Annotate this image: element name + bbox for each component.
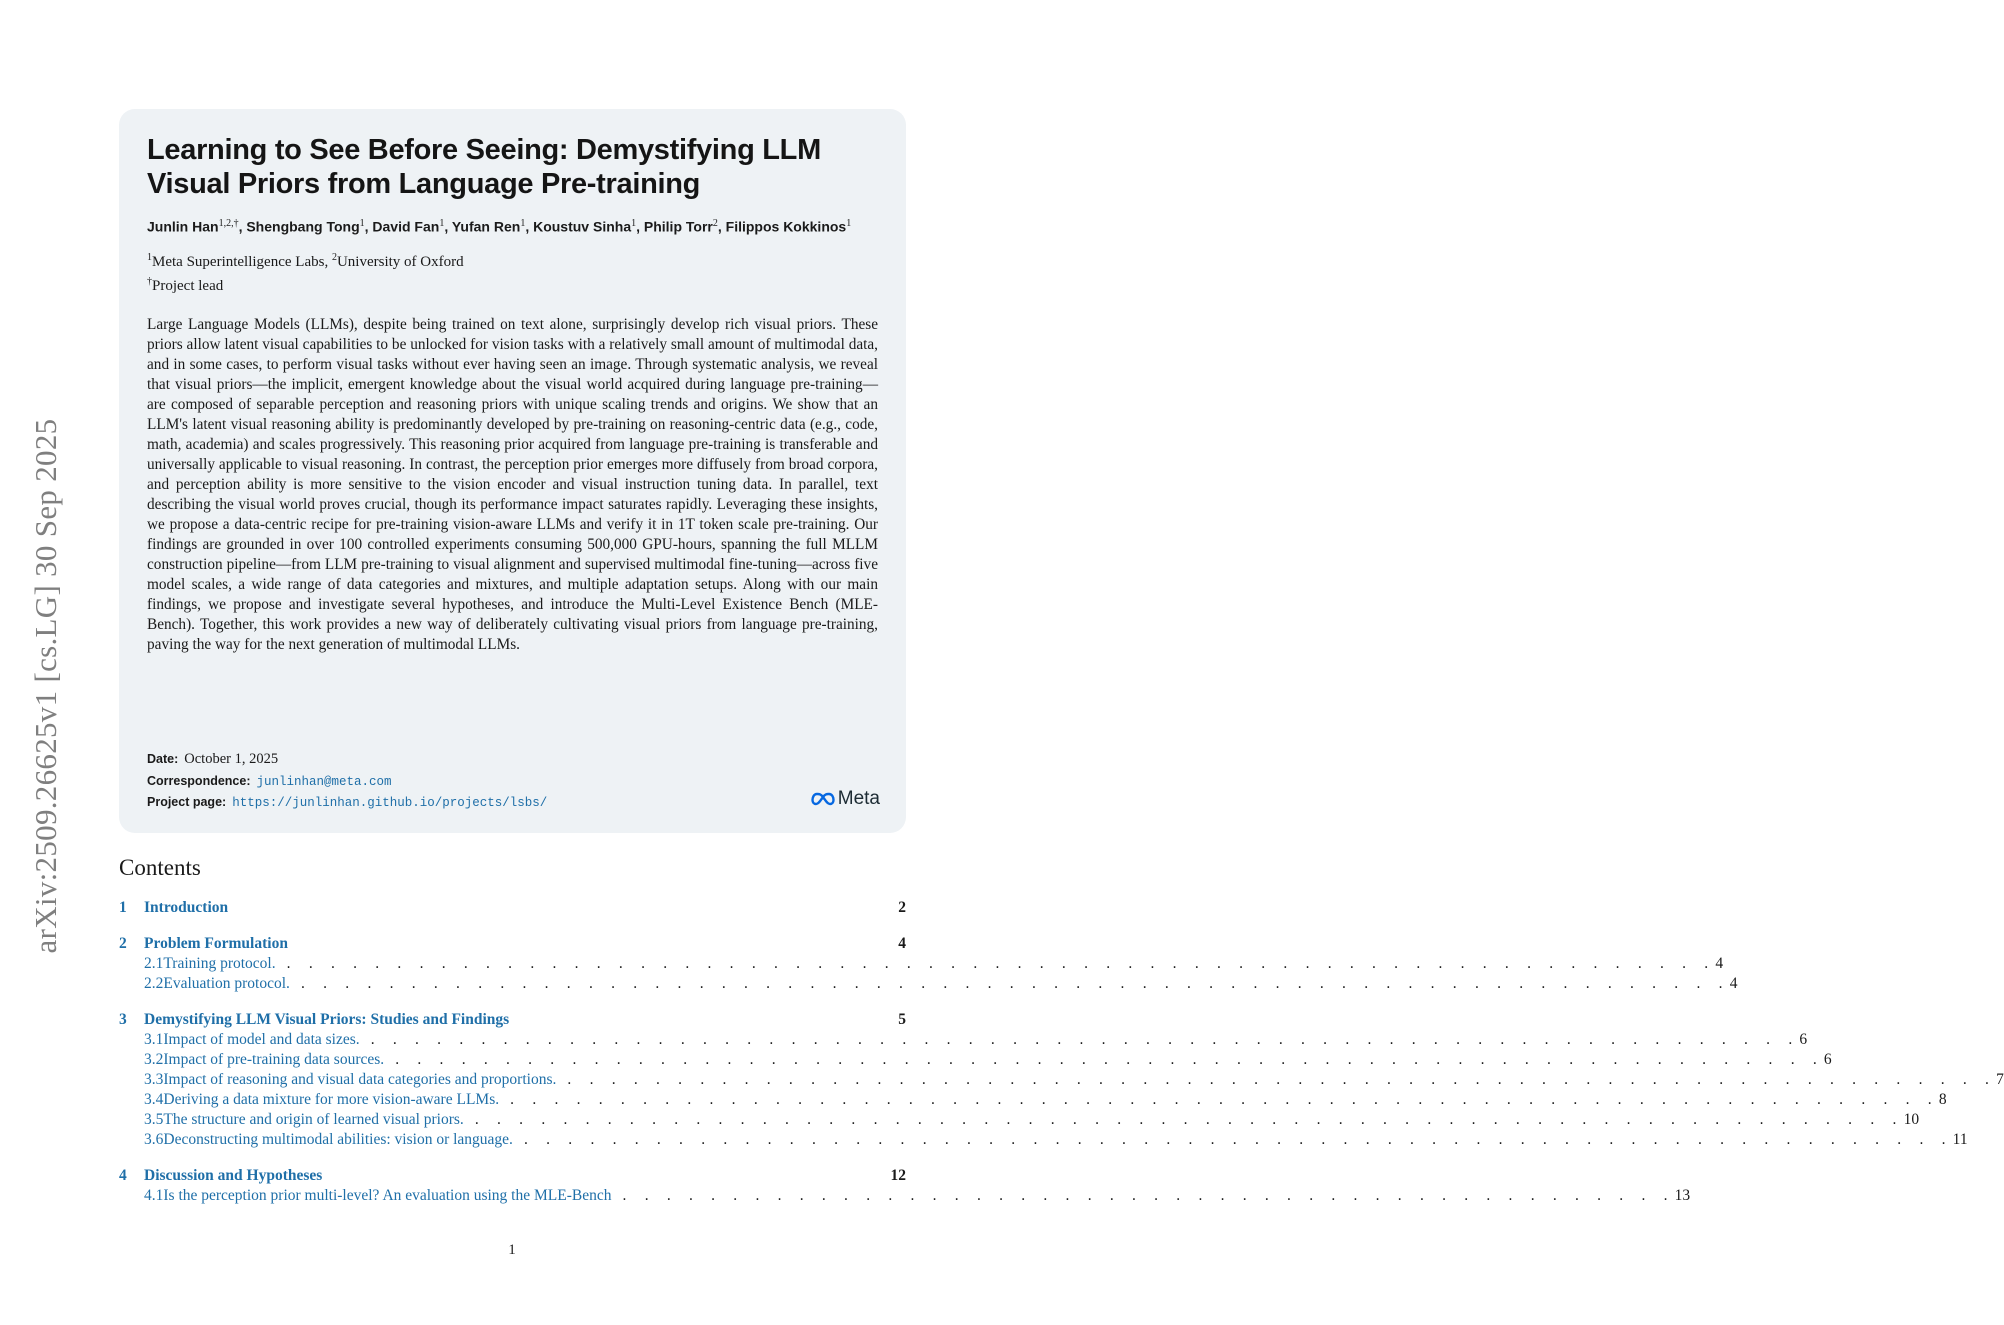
author-list: Junlin Han$^{1,2,\dagger}$, Shengbang Tong$^1$, David Fan$^1$, Yufan Ren$^1$, Koustuv Sinha$^1$, Philip Torr$^2$, Filippos Kokkinos$^1$ <box>147 218 852 235</box>
toc-subsection[interactable]: 2.2 Evaluation protocol. . . . . . . . . . . . . . . . . . . . . . . . . . . . . . . . . . . . . . . . . . . . . . . . . . . . . . . . . . . . . . . . . . 4 <box>144 975 1738 992</box>
author: Philip Torr <box>643 218 713 235</box>
author: David Fan <box>372 218 440 235</box>
author: Shengbang Tong <box>246 218 360 235</box>
page-number: 1 <box>508 1242 516 1258</box>
toc-section-4[interactable]: 4 Discussion and Hypotheses 12 <box>119 1167 906 1184</box>
abstract: Large Language Models (LLMs), despite being trained on text alone, surprisingly develop rich visual priors. These priors allow latent visual capabilities to be unlocked for vision tasks with a relatively small amount of multimodal data, and in some cases, to perform visual tasks without ever having seen an image. Through systematic analysis, we reveal that visual priors—the implicit, emergent knowledge about the visual world acquired during language pre-training—are composed of separable perception and reasoning priors with unique scaling trends and origins. We show that an LLM's latent visual reasoning ability is predominantly developed by pre-training on reasoning-centric data (e.g., code, math, academia) and scales progressively. This reasoning prior acquired from language pre-training is transferable and universally applicable to visual reasoning. In contrast, the perception prior emerges more diffusely from broad corpora, and perception ability is more sensitive to the vision encoder and visual instruction tuning data. In parallel, text describing the visual world proves crucial, though its performance impact saturates rapidly. Leveraging these insights, we propose a data-centric recipe for pre-training vision-aware LLMs and verify it in 1T token scale pre-training. Our findings are grounded in over 100 controlled experiments consuming 500,000 GPU-hours, spanning the full MLLM construction pipeline—from LLM pre-training to visual alignment and supervised multimodal fine-tuning—across five model scales, a wide range of data categories and mixtures, and multiple adaptation setups. Along with our main findings, we propose and investigate several hypotheses, and introduce the Multi-Level Existence Bench (MLE-Bench). Together, this work provides a new way of deliberately cultivating visual priors from language pre-training, paving the way for the next generation of multimodal LLMs. <box>147 315 878 653</box>
author: Filippos Kokkinos <box>725 218 847 235</box>
toc-subsection[interactable]: 3.5 The structure and origin of learned visual priors. . . . . . . . . . . . . . . . . . . . . . . . . . . . . . . . . . . . . . . . . . . . . . . . . . . . . . . . . . . . . . . . . . 10 <box>144 1111 1920 1128</box>
toc-section-3[interactable]: 3 Demystifying LLM Visual Priors: Studies and Findings 5 <box>119 1011 906 1028</box>
project-page-link[interactable]: https://junlinhan.github.io/projects/lsbs/ <box>232 796 548 810</box>
paper-metadata <box>147 749 547 814</box>
author: Yufan Ren <box>451 218 521 235</box>
toc-section-2[interactable]: 2 Problem Formulation 4 <box>119 935 906 952</box>
toc-subsection[interactable]: 2.1 Training protocol. . . . . . . . . . . . . . . . . . . . . . . . . . . . . . . . . . . . . . . . . . . . . . . . . . . . . . . . . . . . . . . . . . 4 <box>144 955 1724 972</box>
affiliations: $^1$Meta Superintelligence Labs, $^2$University of Oxford †Project lead <box>147 251 464 294</box>
title-card <box>119 109 906 833</box>
author: Junlin Han <box>147 218 219 235</box>
meta-logo-text: Meta <box>837 788 880 809</box>
correspondence-email-link[interactable]: junlinhan@meta.com <box>256 774 392 789</box>
correspondence-label: Correspondence: <box>147 773 251 788</box>
paper-title: Learning to See Before Seeing: Demystifying LLM Visual Priors from Language Pre-training <box>147 134 821 200</box>
date-label: Date: <box>147 752 179 766</box>
affiliation: University of Oxford <box>336 253 464 270</box>
project-lead-note: Project lead <box>152 277 224 294</box>
toc-subsection[interactable]: 3.1 Impact of model and data sizes. . . . . . . . . . . . . . . . . . . . . . . . . . . . . . . . . . . . . . . . . . . . . . . . . . . . . . . . . . . . . . . . . . 6 <box>144 1031 1808 1048</box>
toc-subsection[interactable]: 3.6 Deconstructing multimodal abilities: vision or language. . . . . . . . . . . . . . . . . . . . . . . . . . . . . . . . . . . . . . . . . . . . . . . . . . . . . . . . . . . . . . . . . . 11 <box>144 1131 1968 1148</box>
table-of-contents <box>119 898 2004 1206</box>
contents-heading: Contents <box>119 855 201 880</box>
arxiv-identifier: arXiv:2509.26625v1 [cs.LG] 30 Sep 2025 <box>28 418 63 954</box>
affiliation: Meta Superintelligence Labs, <box>152 253 332 270</box>
toc-section-1[interactable]: 1 Introduction 2 <box>119 899 906 916</box>
toc-subsection[interactable]: 3.4 Deriving a data mixture for more vision-aware LLMs. . . . . . . . . . . . . . . . . . . . . . . . . . . . . . . . . . . . . . . . . . . . . . . . . . . . . . . . . . . . . . . . . . 8 <box>144 1091 1947 1108</box>
toc-subsection[interactable]: 4.1 Is the perception prior multi-level? An evaluation using the MLE-Bench . . . . . . . . . . . . . . . . . . . . . . . . . . . . . . . . . . . . . . . . . . . . . . . . 13 <box>144 1187 1691 1204</box>
meta-logo <box>811 788 880 810</box>
date-value: October 1, 2025 <box>184 751 279 767</box>
toc-subsection[interactable]: 3.3 Impact of reasoning and visual data categories and proportions. . . . . . . . . . . . . . . . . . . . . . . . . . . . . . . . . . . . . . . . . . . . . . . . . . . . . . . . . . . . . . . . . . 7 <box>144 1071 2004 1088</box>
project-page-label: Project page: <box>147 795 227 809</box>
meta-infinity-icon <box>811 792 835 806</box>
toc-subsection[interactable]: 3.2 Impact of pre-training data sources. . . . . . . . . . . . . . . . . . . . . . . . . . . . . . . . . . . . . . . . . . . . . . . . . . . . . . . . . . . . . . . . . . 6 <box>144 1051 1832 1068</box>
author: Koustuv Sinha <box>533 218 632 235</box>
